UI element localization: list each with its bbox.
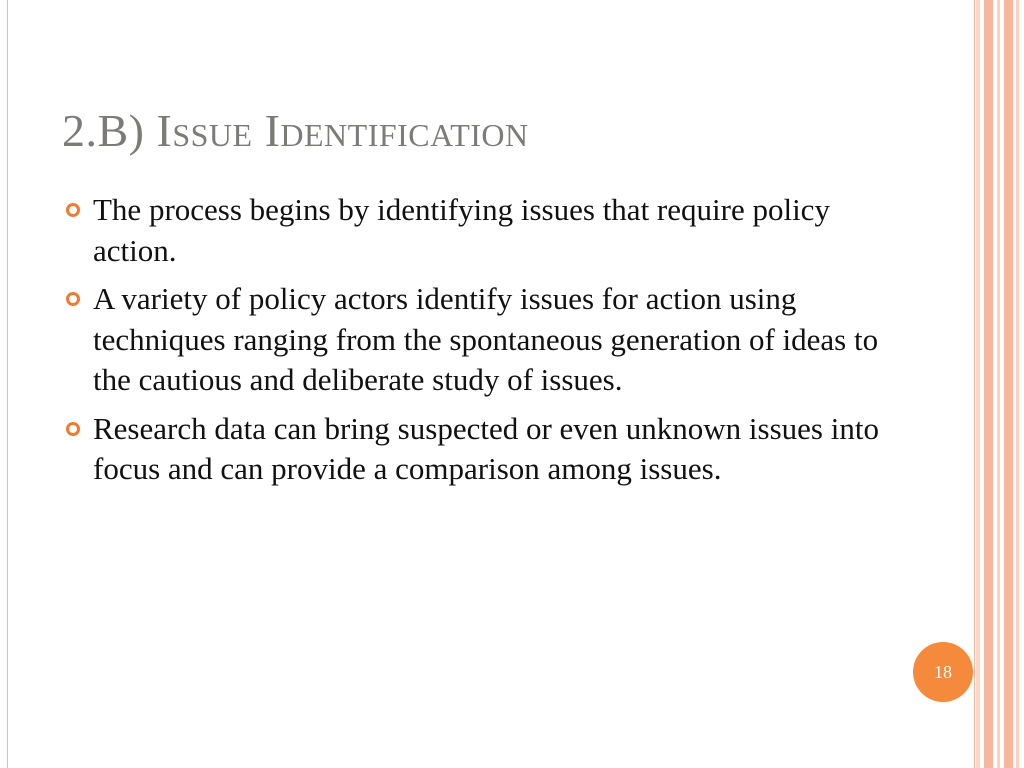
page-number-badge: 18 <box>913 642 973 702</box>
bullet-text: The process begins by identifying issues that require policy action. <box>93 192 830 268</box>
bullet-item <box>62 409 892 490</box>
decorative-stripes <box>976 0 1024 768</box>
stripe <box>1016 0 1019 768</box>
bullet-circle-icon <box>66 292 80 306</box>
bullet-circle-icon <box>66 203 80 217</box>
bullet-item <box>62 279 892 401</box>
stripe <box>997 0 1000 768</box>
bullet-item <box>62 190 892 271</box>
stripe <box>976 0 980 768</box>
bullet-text: Research data can bring suspected or even unknown issues into focus and can provide a comparison among issues. <box>93 410 879 486</box>
bullet-circle-icon <box>66 422 80 436</box>
stripe <box>984 0 993 768</box>
bullet-text: A variety of policy actors identify issues for action using techniques ranging from the spontaneous generation of ideas to the cautious and deliberate study of issues. <box>93 281 879 397</box>
bullet-list <box>62 190 892 498</box>
stripe <box>1004 0 1013 768</box>
slide-title: 2.B) Issue Identification <box>62 105 529 156</box>
